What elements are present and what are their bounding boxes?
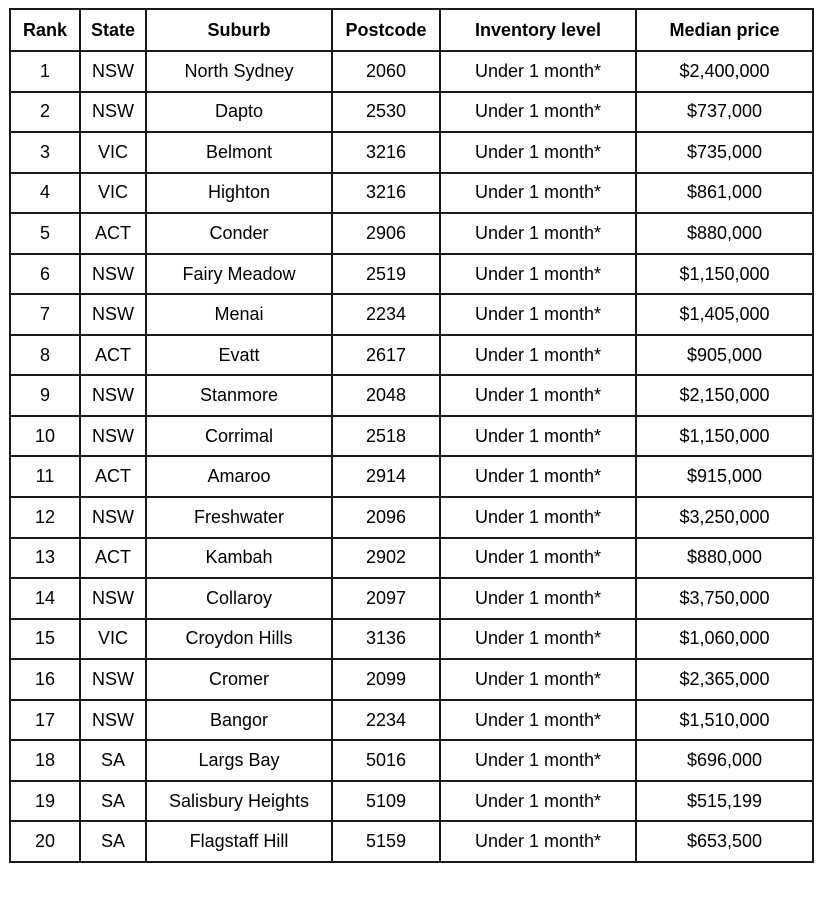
postcode-cell: 2914 [332, 456, 440, 497]
state-cell: NSW [80, 700, 146, 741]
inventory-level-cell: Under 1 month* [440, 740, 636, 781]
rank-cell: 4 [10, 173, 80, 214]
table-row [10, 619, 813, 660]
state-cell: SA [80, 740, 146, 781]
rank-cell: 2 [10, 92, 80, 133]
median-price-cell: $2,400,000 [636, 51, 813, 92]
median-price-cell: $880,000 [636, 538, 813, 579]
rank-cell: 19 [10, 781, 80, 822]
median-price-cell: $735,000 [636, 132, 813, 173]
suburb-cell: Highton [146, 173, 332, 214]
inventory-level-cell: Under 1 month* [440, 497, 636, 538]
column-header-postcode: Postcode [332, 9, 440, 51]
column-header-state: State [80, 9, 146, 51]
postcode-cell: 5109 [332, 781, 440, 822]
suburb-cell: Flagstaff Hill [146, 821, 332, 862]
suburb-cell: Freshwater [146, 497, 332, 538]
rank-cell: 16 [10, 659, 80, 700]
suburb-cell: Cromer [146, 659, 332, 700]
inventory-level-cell: Under 1 month* [440, 659, 636, 700]
rank-cell: 15 [10, 619, 80, 660]
median-price-cell: $1,150,000 [636, 416, 813, 457]
state-cell: NSW [80, 497, 146, 538]
suburb-cell: Corrimal [146, 416, 332, 457]
table-row [10, 781, 813, 822]
state-cell: SA [80, 821, 146, 862]
inventory-level-cell: Under 1 month* [440, 619, 636, 660]
state-cell: NSW [80, 254, 146, 295]
inventory-level-cell: Under 1 month* [440, 335, 636, 376]
table-row [10, 51, 813, 92]
postcode-cell: 2902 [332, 538, 440, 579]
table-body [10, 51, 813, 862]
inventory-level-cell: Under 1 month* [440, 51, 636, 92]
median-price-cell: $696,000 [636, 740, 813, 781]
suburb-cell: Belmont [146, 132, 332, 173]
header-row [10, 9, 813, 51]
state-cell: NSW [80, 51, 146, 92]
rank-cell: 7 [10, 294, 80, 335]
suburb-cell: Conder [146, 213, 332, 254]
postcode-cell: 5016 [332, 740, 440, 781]
postcode-cell: 2530 [332, 92, 440, 133]
inventory-level-cell: Under 1 month* [440, 254, 636, 295]
table-row [10, 294, 813, 335]
table-row [10, 538, 813, 579]
rank-cell: 13 [10, 538, 80, 579]
median-price-cell: $880,000 [636, 213, 813, 254]
median-price-cell: $915,000 [636, 456, 813, 497]
state-cell: ACT [80, 335, 146, 376]
suburb-cell: North Sydney [146, 51, 332, 92]
postcode-cell: 3136 [332, 619, 440, 660]
state-cell: ACT [80, 456, 146, 497]
postcode-cell: 2060 [332, 51, 440, 92]
postcode-cell: 2617 [332, 335, 440, 376]
table-row [10, 375, 813, 416]
inventory-level-cell: Under 1 month* [440, 416, 636, 457]
rank-cell: 8 [10, 335, 80, 376]
table-row [10, 456, 813, 497]
state-cell: VIC [80, 173, 146, 214]
postcode-cell: 2048 [332, 375, 440, 416]
suburb-cell: Collaroy [146, 578, 332, 619]
rank-cell: 12 [10, 497, 80, 538]
suburb-cell: Croydon Hills [146, 619, 332, 660]
median-price-cell: $737,000 [636, 92, 813, 133]
column-header-median-price: Median price [636, 9, 813, 51]
suburb-cell: Stanmore [146, 375, 332, 416]
table-row [10, 335, 813, 376]
table-row [10, 740, 813, 781]
median-price-cell: $861,000 [636, 173, 813, 214]
column-header-suburb: Suburb [146, 9, 332, 51]
state-cell: VIC [80, 619, 146, 660]
table-row [10, 92, 813, 133]
suburb-cell: Evatt [146, 335, 332, 376]
median-price-cell: $2,365,000 [636, 659, 813, 700]
rank-cell: 20 [10, 821, 80, 862]
table-row [10, 416, 813, 457]
state-cell: ACT [80, 538, 146, 579]
state-cell: ACT [80, 213, 146, 254]
rank-cell: 9 [10, 375, 80, 416]
inventory-level-cell: Under 1 month* [440, 173, 636, 214]
inventory-level-cell: Under 1 month* [440, 92, 636, 133]
rank-cell: 10 [10, 416, 80, 457]
state-cell: NSW [80, 416, 146, 457]
rank-cell: 17 [10, 700, 80, 741]
postcode-cell: 2234 [332, 700, 440, 741]
rank-cell: 14 [10, 578, 80, 619]
median-price-cell: $2,150,000 [636, 375, 813, 416]
table-row [10, 173, 813, 214]
median-price-cell: $1,510,000 [636, 700, 813, 741]
median-price-cell: $1,060,000 [636, 619, 813, 660]
inventory-level-cell: Under 1 month* [440, 781, 636, 822]
table-row [10, 213, 813, 254]
postcode-cell: 2519 [332, 254, 440, 295]
postcode-cell: 2234 [332, 294, 440, 335]
table-row [10, 254, 813, 295]
rank-cell: 3 [10, 132, 80, 173]
table-row [10, 578, 813, 619]
suburb-cell: Kambah [146, 538, 332, 579]
table-row [10, 132, 813, 173]
state-cell: SA [80, 781, 146, 822]
median-price-cell: $653,500 [636, 821, 813, 862]
state-cell: NSW [80, 294, 146, 335]
suburb-cell: Bangor [146, 700, 332, 741]
suburb-cell: Largs Bay [146, 740, 332, 781]
suburb-cell: Amaroo [146, 456, 332, 497]
inventory-level-cell: Under 1 month* [440, 375, 636, 416]
inventory-level-cell: Under 1 month* [440, 821, 636, 862]
postcode-cell: 3216 [332, 132, 440, 173]
postcode-cell: 2518 [332, 416, 440, 457]
inventory-level-cell: Under 1 month* [440, 213, 636, 254]
inventory-level-cell: Under 1 month* [440, 456, 636, 497]
state-cell: NSW [80, 375, 146, 416]
rank-cell: 18 [10, 740, 80, 781]
table-row [10, 659, 813, 700]
rank-cell: 6 [10, 254, 80, 295]
median-price-cell: $905,000 [636, 335, 813, 376]
state-cell: NSW [80, 578, 146, 619]
state-cell: NSW [80, 659, 146, 700]
suburb-cell: Dapto [146, 92, 332, 133]
postcode-cell: 2906 [332, 213, 440, 254]
column-header-inventory-level: Inventory level [440, 9, 636, 51]
suburb-cell: Fairy Meadow [146, 254, 332, 295]
rank-cell: 11 [10, 456, 80, 497]
postcode-cell: 2099 [332, 659, 440, 700]
suburb-inventory-table [9, 8, 814, 863]
state-cell: VIC [80, 132, 146, 173]
postcode-cell: 5159 [332, 821, 440, 862]
rank-cell: 1 [10, 51, 80, 92]
table-row [10, 700, 813, 741]
inventory-level-cell: Under 1 month* [440, 132, 636, 173]
median-price-cell: $3,750,000 [636, 578, 813, 619]
state-cell: NSW [80, 92, 146, 133]
column-header-rank: Rank [10, 9, 80, 51]
postcode-cell: 2097 [332, 578, 440, 619]
table-row [10, 497, 813, 538]
suburb-cell: Menai [146, 294, 332, 335]
postcode-cell: 3216 [332, 173, 440, 214]
inventory-level-cell: Under 1 month* [440, 294, 636, 335]
postcode-cell: 2096 [332, 497, 440, 538]
inventory-level-cell: Under 1 month* [440, 578, 636, 619]
median-price-cell: $1,150,000 [636, 254, 813, 295]
table-row [10, 821, 813, 862]
suburb-cell: Salisbury Heights [146, 781, 332, 822]
median-price-cell: $3,250,000 [636, 497, 813, 538]
inventory-level-cell: Under 1 month* [440, 538, 636, 579]
median-price-cell: $515,199 [636, 781, 813, 822]
rank-cell: 5 [10, 213, 80, 254]
median-price-cell: $1,405,000 [636, 294, 813, 335]
inventory-level-cell: Under 1 month* [440, 700, 636, 741]
